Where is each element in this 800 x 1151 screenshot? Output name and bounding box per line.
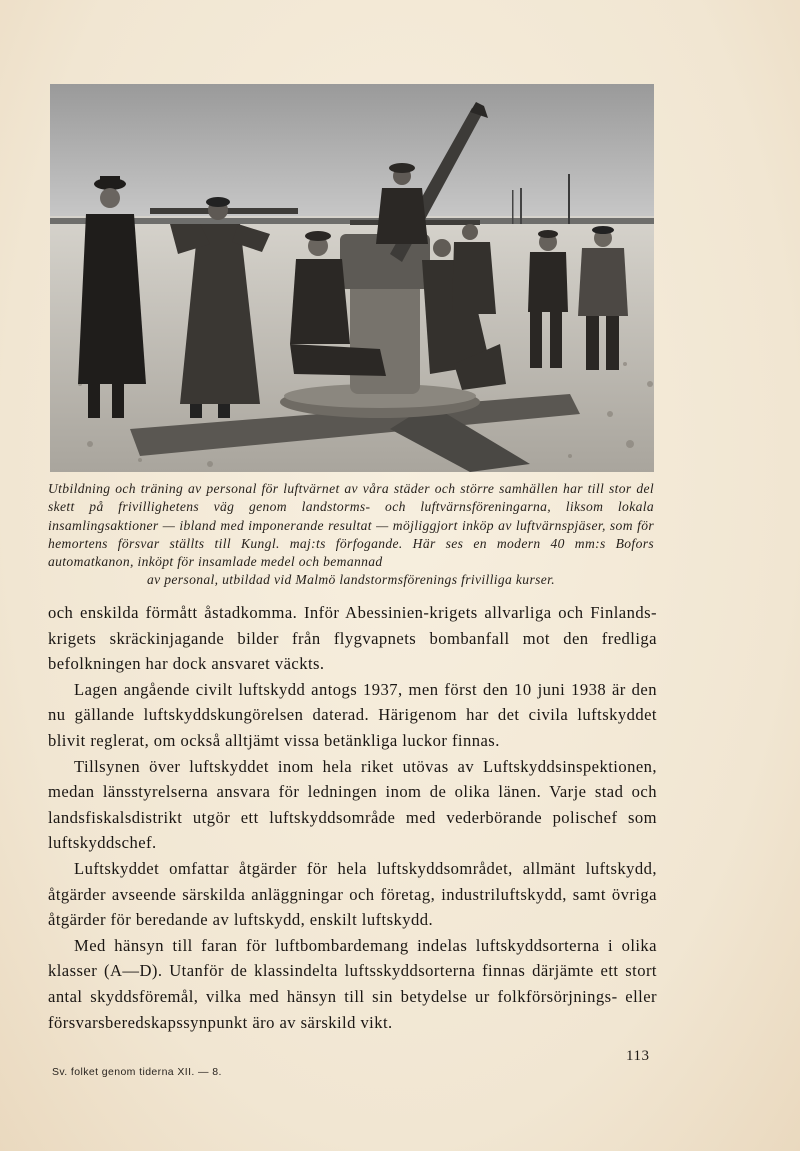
caption-line: har till stor del skett på frivillighetens väg genom landstorms- och luftvärnsföreningarna, [48,481,655,515]
caption-line: av personal, utbildad vid Malmö landstormsförenings frivilliga kurser. [146,572,555,588]
body-text [48,600,657,1035]
paragraph: Tillsynen över luftskyddet inom hela riket utövas av Luftskyddsinspektionen, medan länsstyrelserna ansvara för ledningen inom de olika länen. Varje stad och landsfiskalsdistrikt utgör ett luftskyddsområde med vederbörande polischef som luftskyddschef. [48,756,657,853]
caption-line: ses en modern 40 mm:s Bofors automatkanon, inköpt för insamlade medel och bemannad [48,535,654,570]
caption-line: Utbildning och träning av personal för luftvärnet av våra städer och större samhällen [48,481,563,496]
paragraph: och enskilda förmått åstadkomma. Inför Abessinien-krigets allvarliga och Finlands-krigets skräckinjagande bilder från flygvapnets bombanfall mot den fredliga befolkningen har dock ansvaret väckts. [48,603,657,674]
footer-signature: Sv. folket genom tiderna XII. — 8. [52,1066,222,1078]
photo-illustration [50,84,654,472]
anti-aircraft-gun-photo [50,84,654,472]
caption-text [48,481,654,569]
paragraph: Lagen angående civilt luftskydd antogs 1937, men först den 10 juni 1938 är den nu gällande luftskyddskungörelsen daterad. Härigenom har det civila luftskyddet blivit reglerat, om också alltjämt vissa betänkliga luckor finnas. [48,679,657,750]
caption-line: liksom lokala insamlingsaktioner — ibland med imponerande resultat — möjliggjort inköp [48,499,654,533]
page-number: 113 [626,1048,650,1064]
paragraph: Luftskyddet omfattar åtgärder för hela luftskyddsområdet, allmänt luftskydd, åtgärder avseende särskilda anläggningar och företag, industriluftskydd, samt övriga åtgärder för beredande av luftskydd, enskilt luftskydd. [48,858,657,930]
caption-line: av luftvärnspjäser, som för hemortens försvar ställts till Kungl. maj:ts förfogande. Här [48,517,654,551]
photo-caption [48,480,654,590]
paragraph: Med hänsyn till faran för luftbombardemang indelas luftskyddsorterna i olika klasser (A—D). Utanför de klassindelta luftsskyddsorterna finnas därjämte ett stort antal skyddsföremål, vilka med hänsyn till sin betydelse ur folkförsörjnings- eller försvarsberedskapssynpunkt äro av särskild vikt. [48,935,657,1032]
